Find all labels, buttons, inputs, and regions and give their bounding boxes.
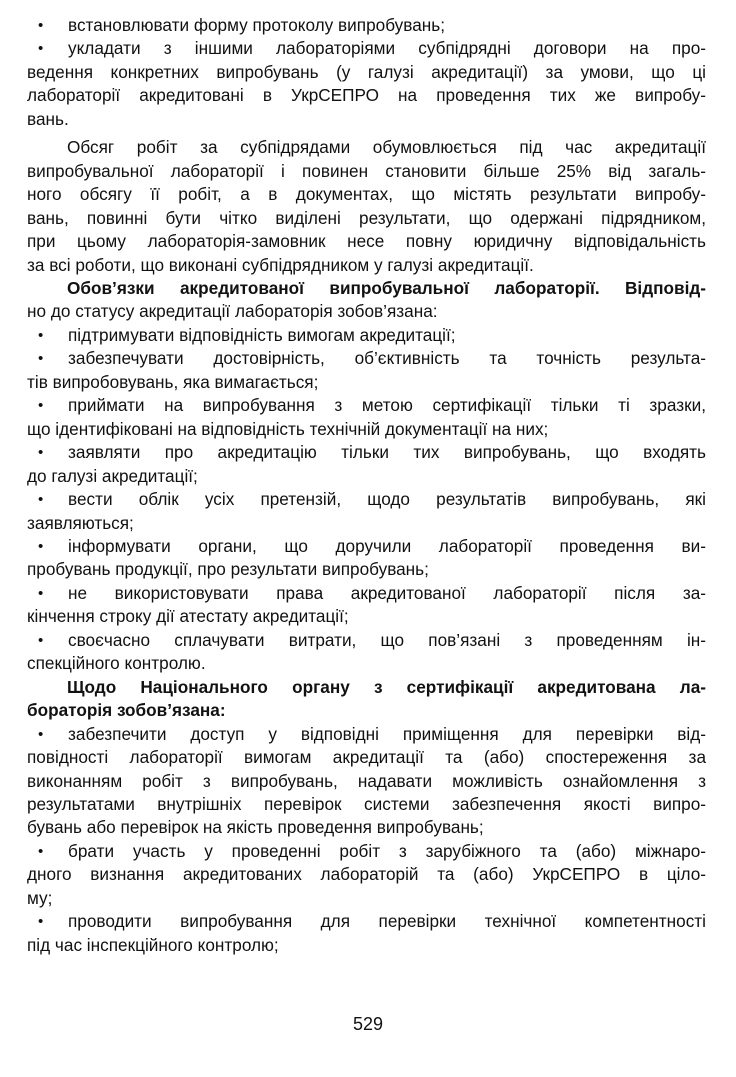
text-line: лабораторії акредитовані в УкрСЕПРО на проведення тих же випробу- [27, 85, 706, 106]
text-line: спекційного контролю. [27, 653, 206, 674]
text-line: вань. [27, 108, 69, 129]
text-line: виконанням робіт з випробувань, надавати можливість ознайомлення з [27, 770, 706, 791]
bullet-line: • заявляти про акредитацію тільки тих випробувань, що входять [27, 441, 706, 464]
text-line: повідності лабораторії вимогам акредитації та (або) спостереження за [27, 747, 706, 768]
text-line: що ідентифіковані на відповідність технічній документації на них; [27, 418, 549, 439]
text-line: ведення конкретних випробувань (у галузі акредитації) за умови, що ці [27, 61, 706, 82]
text-line: вань, повинні бути чітко виділені результати, що одержані підрядником, [27, 207, 706, 228]
text-line: му; [27, 887, 53, 908]
text-line: за всі роботи, що виконані субпідрядником у галузі акредитації. [27, 254, 534, 275]
bullet-line: • проводити випробування для перевірки технічної компетентності [27, 910, 706, 933]
text-line: під час інспекційного контролю; [27, 934, 279, 955]
bullet-line: • встановлювати форму протоколу випробувань; [27, 14, 706, 37]
text-line: пробувань продукції, про результати випробувань; [27, 559, 429, 580]
text-line: дного визнання акредитованих лабораторій та (або) УкрСЕПРО в ціло- [27, 864, 706, 885]
text-line: результатами внутрішніх перевірок системи забезпечення якості випро- [27, 793, 706, 814]
text-line: тів випробовувань, яка вимагається; [27, 371, 319, 392]
bullet-line: • підтримувати відповідність вимогам акредитації; [27, 324, 706, 347]
page-text-body [27, 14, 706, 957]
bullet-line: • своєчасно сплачувати витрати, що пов’язані з проведенням ін- [27, 629, 706, 652]
text-line: кінчення строку дії атестату акредитації; [27, 606, 349, 627]
text-line: заявляються; [27, 512, 134, 533]
bullet-line: • укладати з іншими лабораторіями субпідрядні договори на про- [27, 37, 706, 60]
text-line: до галузі акредитації; [27, 465, 198, 486]
paragraph-first-line [27, 277, 706, 300]
text-line: при цьому лабораторія-замовник несе повну юридичну відповідальність [27, 231, 706, 252]
text-line: випробувальної лабораторії і повинен становити більше 25% від загаль- [27, 160, 706, 181]
page-number: 529 [352, 1014, 384, 1034]
text-line: ного обсягу її робіт, а в документах, що містять результати випробу- [27, 184, 706, 205]
bullet-line: • приймати на випробування з метою сертифікації тільки ті зразки, [27, 394, 706, 417]
section-heading: Обов’язки акредитованої випробувальної лабораторії [67, 277, 595, 298]
bullet-line: • брати участь у проведенні робіт з зарубіжного та (або) міжнаро- [27, 840, 706, 863]
bullet-line: • забезпечувати достовірність, об’єктивність та точність результа- [27, 347, 706, 370]
text-line: бувань або перевірок на якість проведення випробувань; [27, 817, 484, 838]
bullet-line: • інформувати органи, що доручили лабораторії проведення ви- [27, 535, 706, 558]
bullet-line: • забезпечити доступ у відповідні приміщення для перевірки від- [27, 723, 706, 746]
paragraph-first-line: Обсяг робіт за субпідрядами обумовлюється під час акредитації [67, 137, 706, 158]
text-line: но до статусу акредитації лабораторія зобов’язана: [27, 301, 438, 322]
bullet-line: • не використовувати права акредитованої лабораторії після за- [27, 582, 706, 605]
bullet-line: • вести облік усіх претензій, щодо результатів випробувань, які [27, 488, 706, 511]
text-line: бораторія зобов’язана: [27, 700, 226, 721]
paragraph-first-line: Щодо Національного органу з сертифікації акредитована ла- [67, 676, 706, 697]
heading-continuation: . Відповід- [594, 277, 706, 298]
